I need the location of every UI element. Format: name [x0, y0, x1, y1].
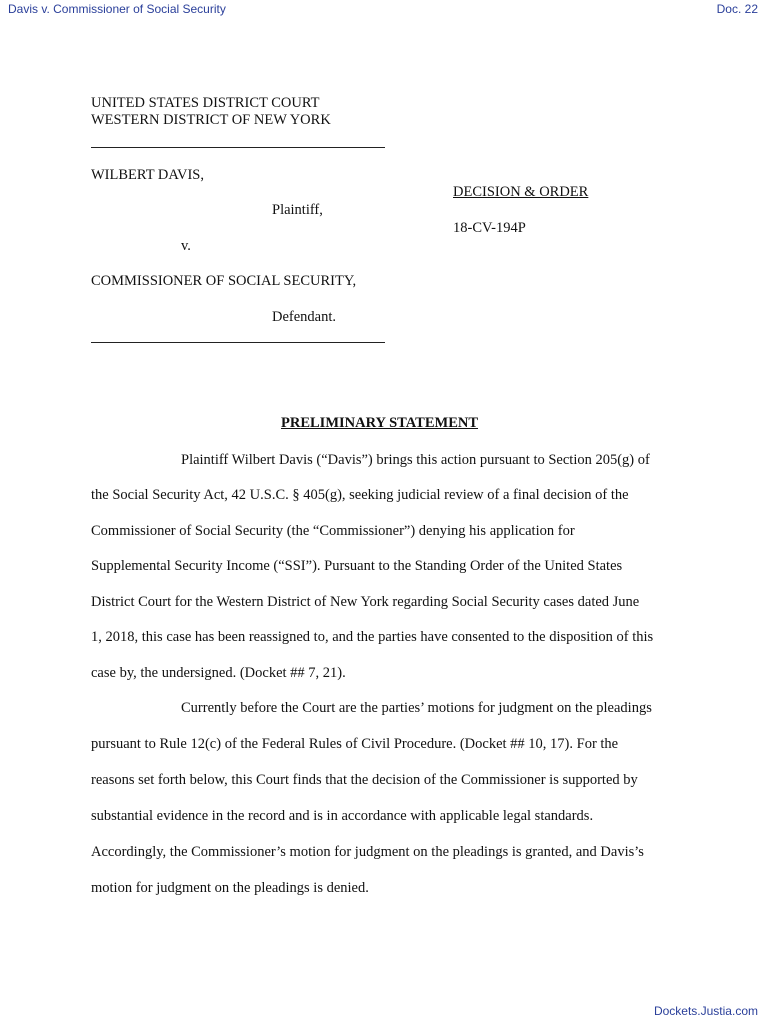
plaintiff-role: Plaintiff,	[272, 202, 323, 218]
body-line: Supplemental Security Income (“SSI”). Pursuant to the Standing Order of the United States	[91, 558, 623, 574]
body-line: pursuant to Rule 12(c) of the Federal Rules of Civil Procedure. (Docket ## 10, 17). For the	[91, 736, 619, 752]
footer-source-link[interactable]: Dockets.Justia.com	[653, 1004, 758, 1018]
court-name: UNITED STATES DISTRICT COURT	[91, 95, 320, 111]
caption-divider-bottom	[91, 342, 385, 343]
court-district: WESTERN DISTRICT OF NEW YORK	[91, 112, 331, 128]
doc-number-link[interactable]: Doc. 22	[716, 2, 758, 16]
body-line: motion for judgment on the pleadings is denied.	[91, 880, 369, 896]
body-line: Accordingly, the Commissioner’s motion for judgment on the pleadings is granted, and Davis’s	[91, 844, 644, 860]
plaintiff-name: WILBERT DAVIS,	[91, 167, 204, 183]
caption-divider-top	[91, 147, 385, 148]
section-heading: PRELIMINARY STATEMENT	[281, 415, 479, 431]
defendant-role: Defendant.	[272, 309, 337, 325]
body-line: Commissioner of Social Security (the “Commissioner”) denying his application for	[91, 523, 575, 539]
body-line: Plaintiff Wilbert Davis (“Davis”) brings this action pursuant to Section 205(g) of	[181, 452, 650, 468]
case-title-link[interactable]: Davis v. Commissioner of Social Security	[8, 2, 226, 16]
document-type: DECISION & ORDER	[453, 184, 589, 200]
body-line: the Social Security Act, 42 U.S.C. § 405(g), seeking judicial review of a final decision of the	[91, 487, 629, 503]
defendant-name: COMMISSIONER OF SOCIAL SECURITY,	[91, 273, 357, 289]
body-line: substantial evidence in the record and is in accordance with applicable legal standards.	[91, 808, 594, 824]
body-line: reasons set forth below, this Court finds that the decision of the Commissioner is supported by	[91, 772, 638, 788]
body-line: District Court for the Western District of New York regarding Social Security cases dated June	[91, 594, 640, 610]
case-number: 18-CV-194P	[453, 220, 526, 236]
versus: v.	[181, 238, 191, 254]
body-line: Currently before the Court are the parties’ motions for judgment on the pleadings	[181, 700, 652, 716]
body-line: 1, 2018, this case has been reassigned to, and the parties have consented to the disposition of this	[91, 629, 654, 645]
body-line: case by, the undersigned. (Docket ## 7, 21).	[91, 665, 346, 681]
